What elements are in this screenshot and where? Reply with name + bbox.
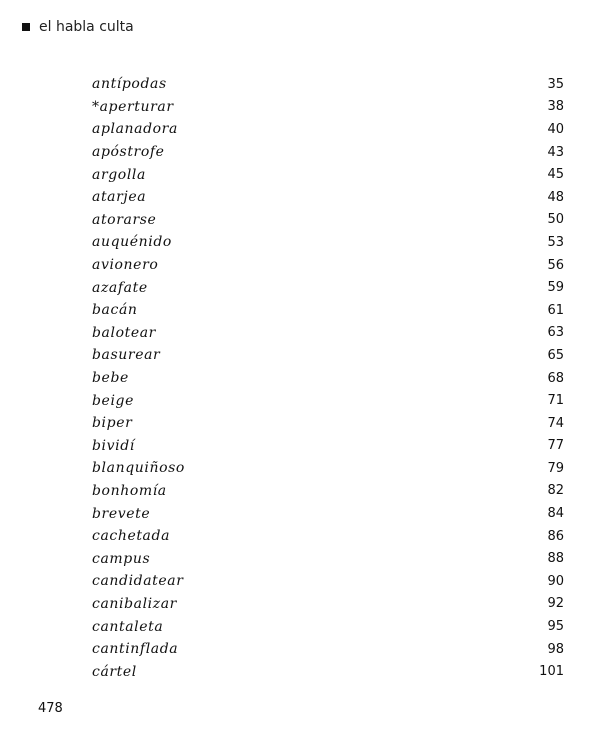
index-entry — [92, 96, 564, 119]
entry-term: azafate — [92, 279, 148, 296]
index-entry — [92, 547, 564, 570]
entry-term: atarjea — [92, 189, 147, 206]
page-number: 478 — [38, 701, 63, 716]
entry-term: *aperturar — [92, 98, 174, 115]
index-entry — [92, 412, 564, 435]
index-entry — [92, 322, 564, 345]
entry-term: cantaleta — [92, 618, 164, 635]
entry-term: argolla — [92, 166, 146, 183]
index-entry — [92, 299, 564, 322]
entry-page: 101 — [539, 664, 564, 680]
entry-page: 79 — [547, 460, 564, 476]
entry-page: 63 — [547, 325, 564, 341]
entry-term: biper — [92, 415, 133, 432]
index-entry — [92, 344, 564, 367]
square-bullet-icon — [22, 23, 30, 31]
entry-page: 88 — [547, 551, 564, 567]
index-entry — [92, 435, 564, 458]
entry-page: 98 — [547, 641, 564, 657]
index-entry — [92, 638, 564, 661]
entry-term: atorarse — [92, 211, 157, 228]
entry-term: bividí — [92, 437, 135, 454]
index-entry — [92, 73, 564, 96]
entry-page: 77 — [547, 438, 564, 454]
entry-term: cártel — [92, 663, 137, 680]
entry-term: bebe — [92, 370, 129, 387]
entry-page: 59 — [547, 280, 564, 296]
entry-page: 61 — [547, 302, 564, 318]
entry-page: 86 — [547, 528, 564, 544]
entry-page: 56 — [547, 257, 564, 273]
entry-term: bacán — [92, 302, 138, 319]
index-entry — [92, 615, 564, 638]
index-entry — [92, 118, 564, 141]
entry-page: 82 — [547, 483, 564, 499]
entry-page: 92 — [547, 596, 564, 612]
index-entry — [92, 163, 564, 186]
index-entry — [92, 141, 564, 164]
index-entry — [92, 276, 564, 299]
index-entry — [92, 254, 564, 277]
index-entry — [92, 389, 564, 412]
header-title: el habla culta — [39, 19, 134, 35]
entry-term: balotear — [92, 324, 156, 341]
index-entry — [92, 186, 564, 209]
entry-term: blanquiñoso — [92, 460, 185, 477]
entry-term: cantinflada — [92, 641, 179, 658]
entry-term: brevete — [92, 505, 151, 522]
index-entry — [92, 480, 564, 503]
index-entry — [92, 502, 564, 525]
entry-page: 35 — [547, 76, 564, 92]
running-header — [22, 19, 134, 35]
entry-term: aplanadora — [92, 121, 178, 138]
entry-term: basurear — [92, 347, 161, 364]
entry-page: 48 — [547, 189, 564, 205]
index-list — [92, 73, 564, 683]
index-entry — [92, 525, 564, 548]
index-entry — [92, 231, 564, 254]
entry-page: 68 — [547, 370, 564, 386]
index-entry — [92, 593, 564, 616]
index-entry — [92, 209, 564, 232]
entry-page: 40 — [547, 121, 564, 137]
entry-page: 43 — [547, 144, 564, 160]
entry-page: 50 — [547, 212, 564, 228]
entry-term: beige — [92, 392, 134, 409]
entry-page: 74 — [547, 415, 564, 431]
entry-page: 45 — [547, 167, 564, 183]
entry-page: 84 — [547, 506, 564, 522]
entry-term: bonhomía — [92, 482, 167, 499]
entry-page: 95 — [547, 619, 564, 635]
entry-page: 71 — [547, 393, 564, 409]
entry-page: 90 — [547, 573, 564, 589]
entry-term: auquénido — [92, 234, 172, 251]
index-entry — [92, 660, 564, 683]
entry-term: apóstrofe — [92, 144, 165, 161]
entry-term: avionero — [92, 257, 159, 274]
entry-term: campus — [92, 550, 151, 567]
entry-page: 38 — [547, 99, 564, 115]
index-entry — [92, 367, 564, 390]
entry-term: candidatear — [92, 573, 184, 590]
entry-term: cachetada — [92, 528, 171, 545]
entry-term: canibalizar — [92, 595, 177, 612]
index-entry — [92, 570, 564, 593]
index-entry — [92, 457, 564, 480]
entry-term: antípodas — [92, 76, 167, 93]
entry-page: 53 — [547, 234, 564, 250]
entry-page: 65 — [547, 347, 564, 363]
